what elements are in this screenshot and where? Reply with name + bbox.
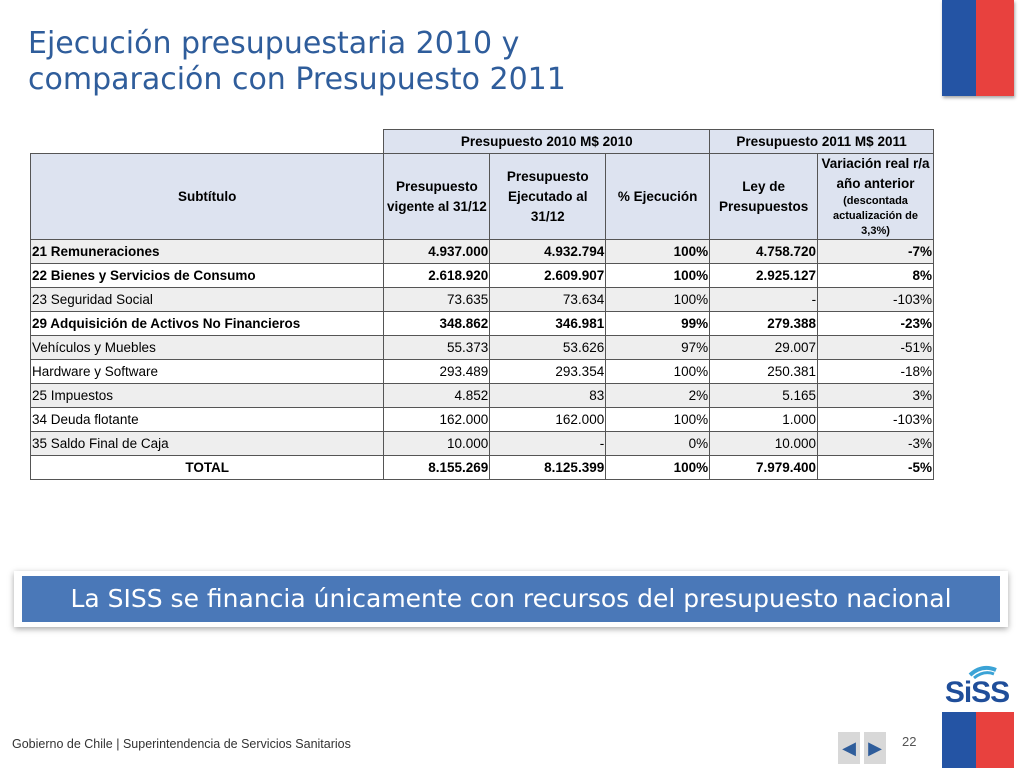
header-subtitulo: Subtítulo: [31, 154, 384, 240]
cell-ley: 4.758.720: [710, 240, 818, 264]
table-row: [31, 264, 934, 288]
table-row: [31, 456, 934, 480]
cell-label: 29 Adquisición de Activos No Financieros: [31, 312, 384, 336]
footer-text: Gobierno de Chile | Superintendencia de Servicios Sanitarios: [12, 737, 351, 751]
cell-variacion: -7%: [818, 240, 934, 264]
cell-vigente: 162.000: [384, 408, 490, 432]
cell-ejecucion: 0%: [606, 432, 710, 456]
cell-ejecucion: 100%: [606, 264, 710, 288]
cell-ley: 10.000: [710, 432, 818, 456]
prev-arrow-icon[interactable]: ◀: [838, 732, 860, 764]
slide-title: [28, 26, 828, 98]
cell-vigente: 4.937.000: [384, 240, 490, 264]
cell-variacion: -103%: [818, 408, 934, 432]
cell-ejecutado: 83: [490, 384, 606, 408]
table-row: [31, 336, 934, 360]
cell-variacion: -51%: [818, 336, 934, 360]
cell-label: 25 Impuestos: [31, 384, 384, 408]
cell-ley: 1.000: [710, 408, 818, 432]
group-header-2011: Presupuesto 2011 M$ 2011: [710, 130, 934, 154]
cell-ejecucion: 100%: [606, 408, 710, 432]
header-variacion-note: (descontada actualización de 3,3%): [833, 195, 919, 237]
header-ejecucion: % Ejecución: [606, 154, 710, 240]
cell-ejecucion: 2%: [606, 384, 710, 408]
cell-label: TOTAL: [31, 456, 384, 480]
cell-vigente: 55.373: [384, 336, 490, 360]
cell-ejecucion: 100%: [606, 456, 710, 480]
cell-ejecucion: 100%: [606, 360, 710, 384]
flag-decoration-bottom: [942, 712, 1014, 768]
siss-logo: [932, 662, 1022, 712]
table-row: [31, 360, 934, 384]
budget-table: [30, 129, 934, 480]
table-row: [31, 288, 934, 312]
cell-ley: 5.165: [710, 384, 818, 408]
cell-label: 22 Bienes y Servicios de Consumo: [31, 264, 384, 288]
cell-variacion: -5%: [818, 456, 934, 480]
cell-vigente: 4.852: [384, 384, 490, 408]
header-ejecutado: Presupuesto Ejecutado al 31/12: [490, 154, 606, 240]
table-row: [31, 408, 934, 432]
cell-ley: 250.381: [710, 360, 818, 384]
slide-title-line1: Ejecución presupuestaria 2010 y: [28, 26, 520, 61]
slide-title-line2: comparación con Presupuesto 2011: [28, 62, 566, 97]
cell-variacion: 8%: [818, 264, 934, 288]
cell-ley: 2.925.127: [710, 264, 818, 288]
next-arrow-icon[interactable]: ▶: [864, 732, 886, 764]
cell-ejecutado: 53.626: [490, 336, 606, 360]
table-row: [31, 384, 934, 408]
cell-ejecucion: 100%: [606, 288, 710, 312]
cell-label: Hardware y Software: [31, 360, 384, 384]
cell-vigente: 348.862: [384, 312, 490, 336]
cell-ley: 29.007: [710, 336, 818, 360]
cell-variacion: 3%: [818, 384, 934, 408]
group-header-2010: Presupuesto 2010 M$ 2010: [384, 130, 710, 154]
cell-vigente: 8.155.269: [384, 456, 490, 480]
cell-ejecutado: 8.125.399: [490, 456, 606, 480]
header-variacion: [818, 154, 934, 240]
cell-ley: 7.979.400: [710, 456, 818, 480]
cell-ejecutado: 293.354: [490, 360, 606, 384]
header-variacion-label: Variación real r/a año anterior: [821, 156, 930, 191]
cell-ejecucion: 100%: [606, 240, 710, 264]
header-ley: Ley de Presupuestos: [710, 154, 818, 240]
flag-decoration-top: [942, 0, 1014, 96]
cell-ejecutado: 73.634: [490, 288, 606, 312]
financing-banner: La SISS se financia únicamente con recursos del presupuesto nacional: [22, 576, 1000, 622]
cell-ejecutado: 162.000: [490, 408, 606, 432]
cell-variacion: -103%: [818, 288, 934, 312]
cell-ley: 279.388: [710, 312, 818, 336]
cell-vigente: 10.000: [384, 432, 490, 456]
cell-ejecucion: 97%: [606, 336, 710, 360]
cell-label: 34 Deuda flotante: [31, 408, 384, 432]
cell-ejecutado: 346.981: [490, 312, 606, 336]
cell-variacion: -18%: [818, 360, 934, 384]
cell-variacion: -3%: [818, 432, 934, 456]
cell-label: 35 Saldo Final de Caja: [31, 432, 384, 456]
cell-label: Vehículos y Muebles: [31, 336, 384, 360]
table-row: [31, 432, 934, 456]
blank-header-cell: [31, 130, 384, 154]
cell-vigente: 73.635: [384, 288, 490, 312]
cell-label: 21 Remuneraciones: [31, 240, 384, 264]
cell-ley: -: [710, 288, 818, 312]
logo-text: SiSS: [944, 676, 1010, 709]
page-number: 22: [902, 734, 917, 749]
cell-ejecutado: 4.932.794: [490, 240, 606, 264]
cell-vigente: 2.618.920: [384, 264, 490, 288]
cell-variacion: -23%: [818, 312, 934, 336]
cell-vigente: 293.489: [384, 360, 490, 384]
cell-ejecutado: -: [490, 432, 606, 456]
cell-label: 23 Seguridad Social: [31, 288, 384, 312]
table-row: [31, 312, 934, 336]
cell-ejecutado: 2.609.907: [490, 264, 606, 288]
cell-ejecucion: 99%: [606, 312, 710, 336]
table-row: [31, 240, 934, 264]
header-vigente: Presupuesto vigente al 31/12: [384, 154, 490, 240]
slide-nav: [838, 732, 886, 764]
